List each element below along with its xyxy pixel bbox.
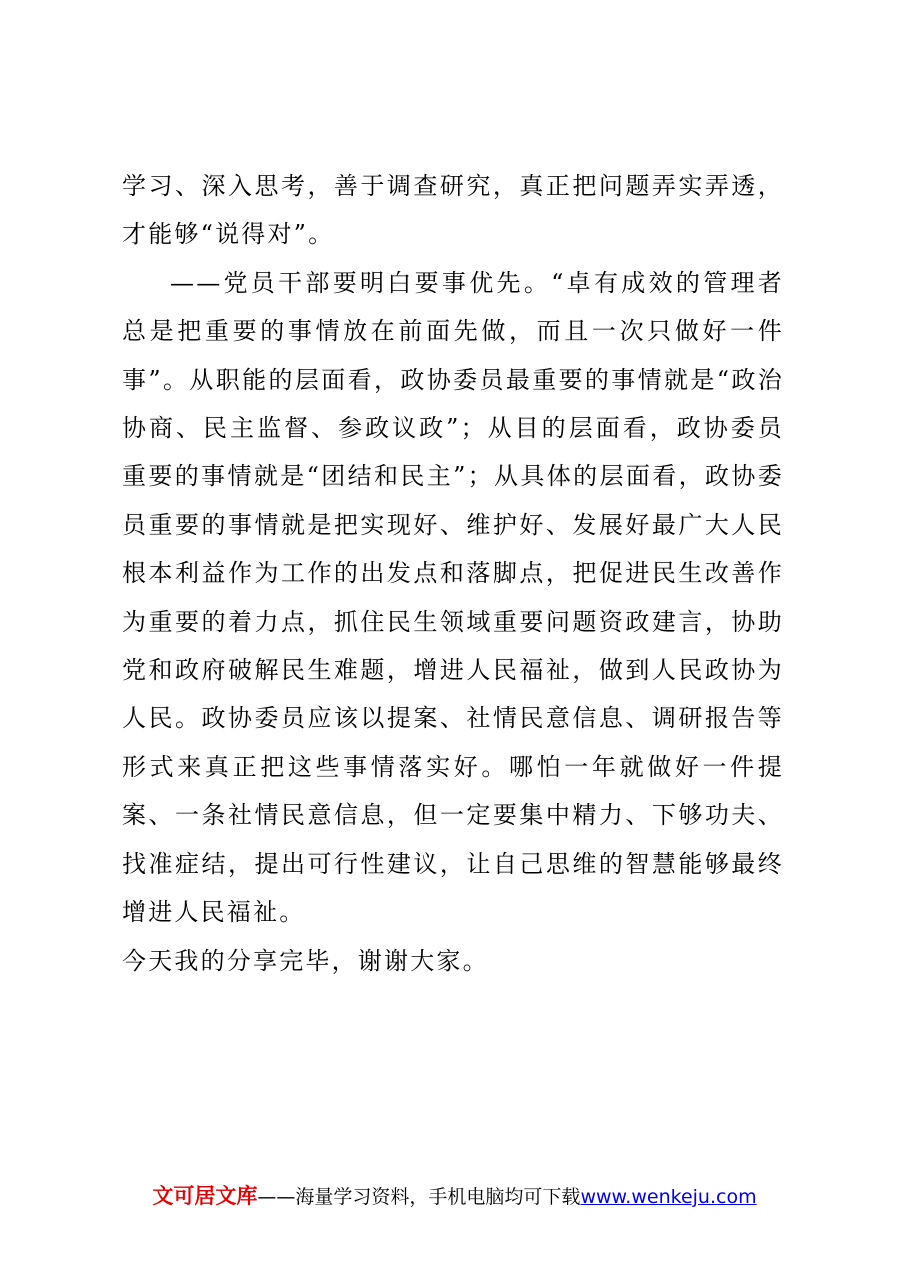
footer-brand: 文可居文库 bbox=[152, 1184, 258, 1208]
footer-site-link[interactable]: www.wenkeju.com bbox=[580, 1186, 757, 1208]
paragraph-3: 今天我的分享完毕，谢谢大家。 bbox=[122, 946, 489, 975]
paragraph-1: 学习、深入思考，善于调查研究，真正把问题弄实弄透，才能够“说得对”。 bbox=[122, 172, 784, 249]
footer-tagline: ——海量学习资料，手机电脑均可下载 bbox=[257, 1186, 581, 1208]
document-body bbox=[122, 162, 784, 985]
footer-banner bbox=[0, 1180, 909, 1210]
paragraph-2: ——党员干部要明白要事优先。“卓有成效的管理者总是把重要的事情放在前面先做，而且一次只做好一件事”。从职能的层面看，政协委员最重要的事情就是“政治协商、民主监督、参政议政”；从目的层面看，政协委员重要的事情就是“团结和民主”；从具体的层面看，政协委员重要的事情就是把实现好、维护好、发展好最广大人民根本利益作为工作的出发点和落脚点，把促进民生改善作为重要的着力点，抓住民生领域重要问题资政建言，协助党和政府破解民生难题，增进人民福祉，做到人民政协为人民。政协委员应该以提案、社情民意信息、调研报告等形式来真正把这些事情落实好。哪怕一年就做好一件提案、一条社情民意信息，但一定要集中精力、下够功夫、找准症结，提出可行性建议，让自己思维的智慧能够最终增进人民福祉。 bbox=[122, 268, 784, 927]
